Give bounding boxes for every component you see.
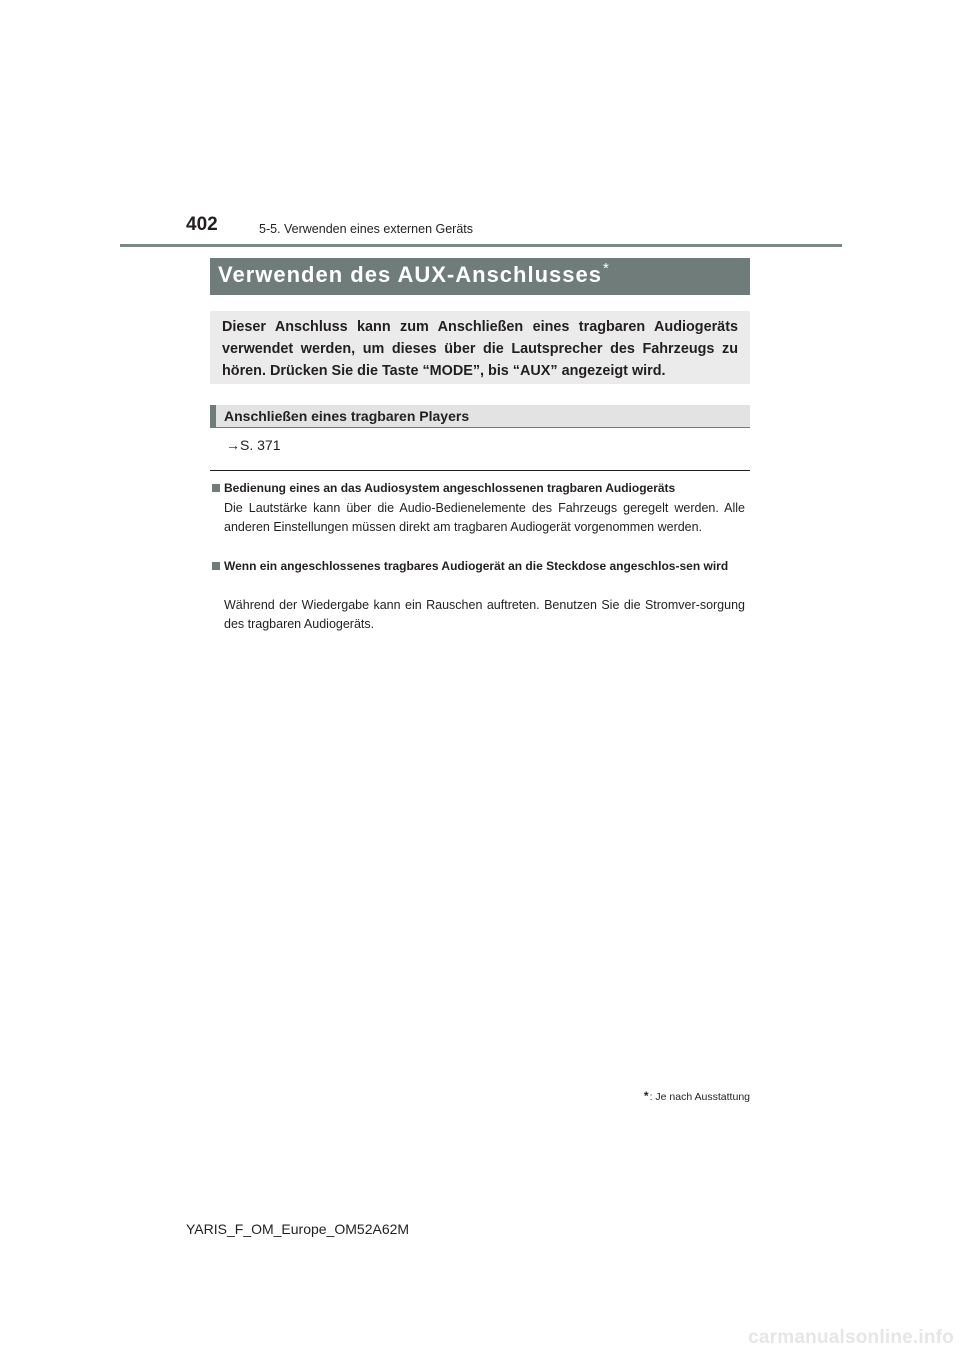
document-id: YARIS_F_OM_Europe_OM52A62M <box>186 1221 410 1237</box>
intro-box <box>210 311 750 384</box>
note-heading <box>212 480 750 497</box>
footnote <box>644 1089 750 1103</box>
watermark: carmanualsonline.info <box>748 1327 954 1348</box>
subsection-marker <box>210 405 216 428</box>
notes-divider <box>210 470 750 471</box>
header-divider <box>120 244 842 247</box>
subsection-header <box>210 405 750 428</box>
breadcrumb: 5-5. Verwenden eines externen Geräts <box>259 222 474 236</box>
note-heading-text: Wenn ein angeschlossenes tragbares Audiogerät an die Steckdose angeschlos-sen wird <box>224 559 729 573</box>
intro-text: Dieser Anschluss kann zum Anschließen eines tragbaren Audiogeräts verwendet werden, um dieses über die Lautsprecher des Fahrzeugs zu hören. Drücken Sie die Taste “MODE”, bis “AUX” angezeigt wird. <box>222 319 738 379</box>
section-title: Verwenden des AUX-Anschlusses <box>218 262 602 287</box>
square-bullet-icon <box>212 562 220 570</box>
footnote-text: : Je nach Ausstattung <box>649 1091 750 1103</box>
square-bullet-icon <box>212 484 220 492</box>
subsection-title: Anschließen eines tragbaren Players <box>224 408 470 424</box>
optional-equipment-marker: * <box>602 260 609 277</box>
page-number: 402 <box>186 214 218 235</box>
asterisk-icon: * <box>643 1089 649 1103</box>
note-heading-text: Bedienung eines an das Audiosystem angeschlossenen tragbaren Audiogeräts <box>224 481 676 495</box>
page-reference-link[interactable]: →S. 371 <box>226 437 281 453</box>
section-title-bar <box>210 258 750 295</box>
note-body: Während der Wiedergabe kann ein Rauschen auftreten. Benutzen Sie die Stromver-sorgung des tragbaren Audiogeräts. <box>224 598 745 631</box>
note-heading <box>212 558 750 575</box>
note-body: Die Lautstärke kann über die Audio-Bedienelemente des Fahrzeugs geregelt werden. Alle anderen Einstellungen müssen direkt am tragbaren Audiogerät vorgenommen werden. <box>224 501 745 534</box>
